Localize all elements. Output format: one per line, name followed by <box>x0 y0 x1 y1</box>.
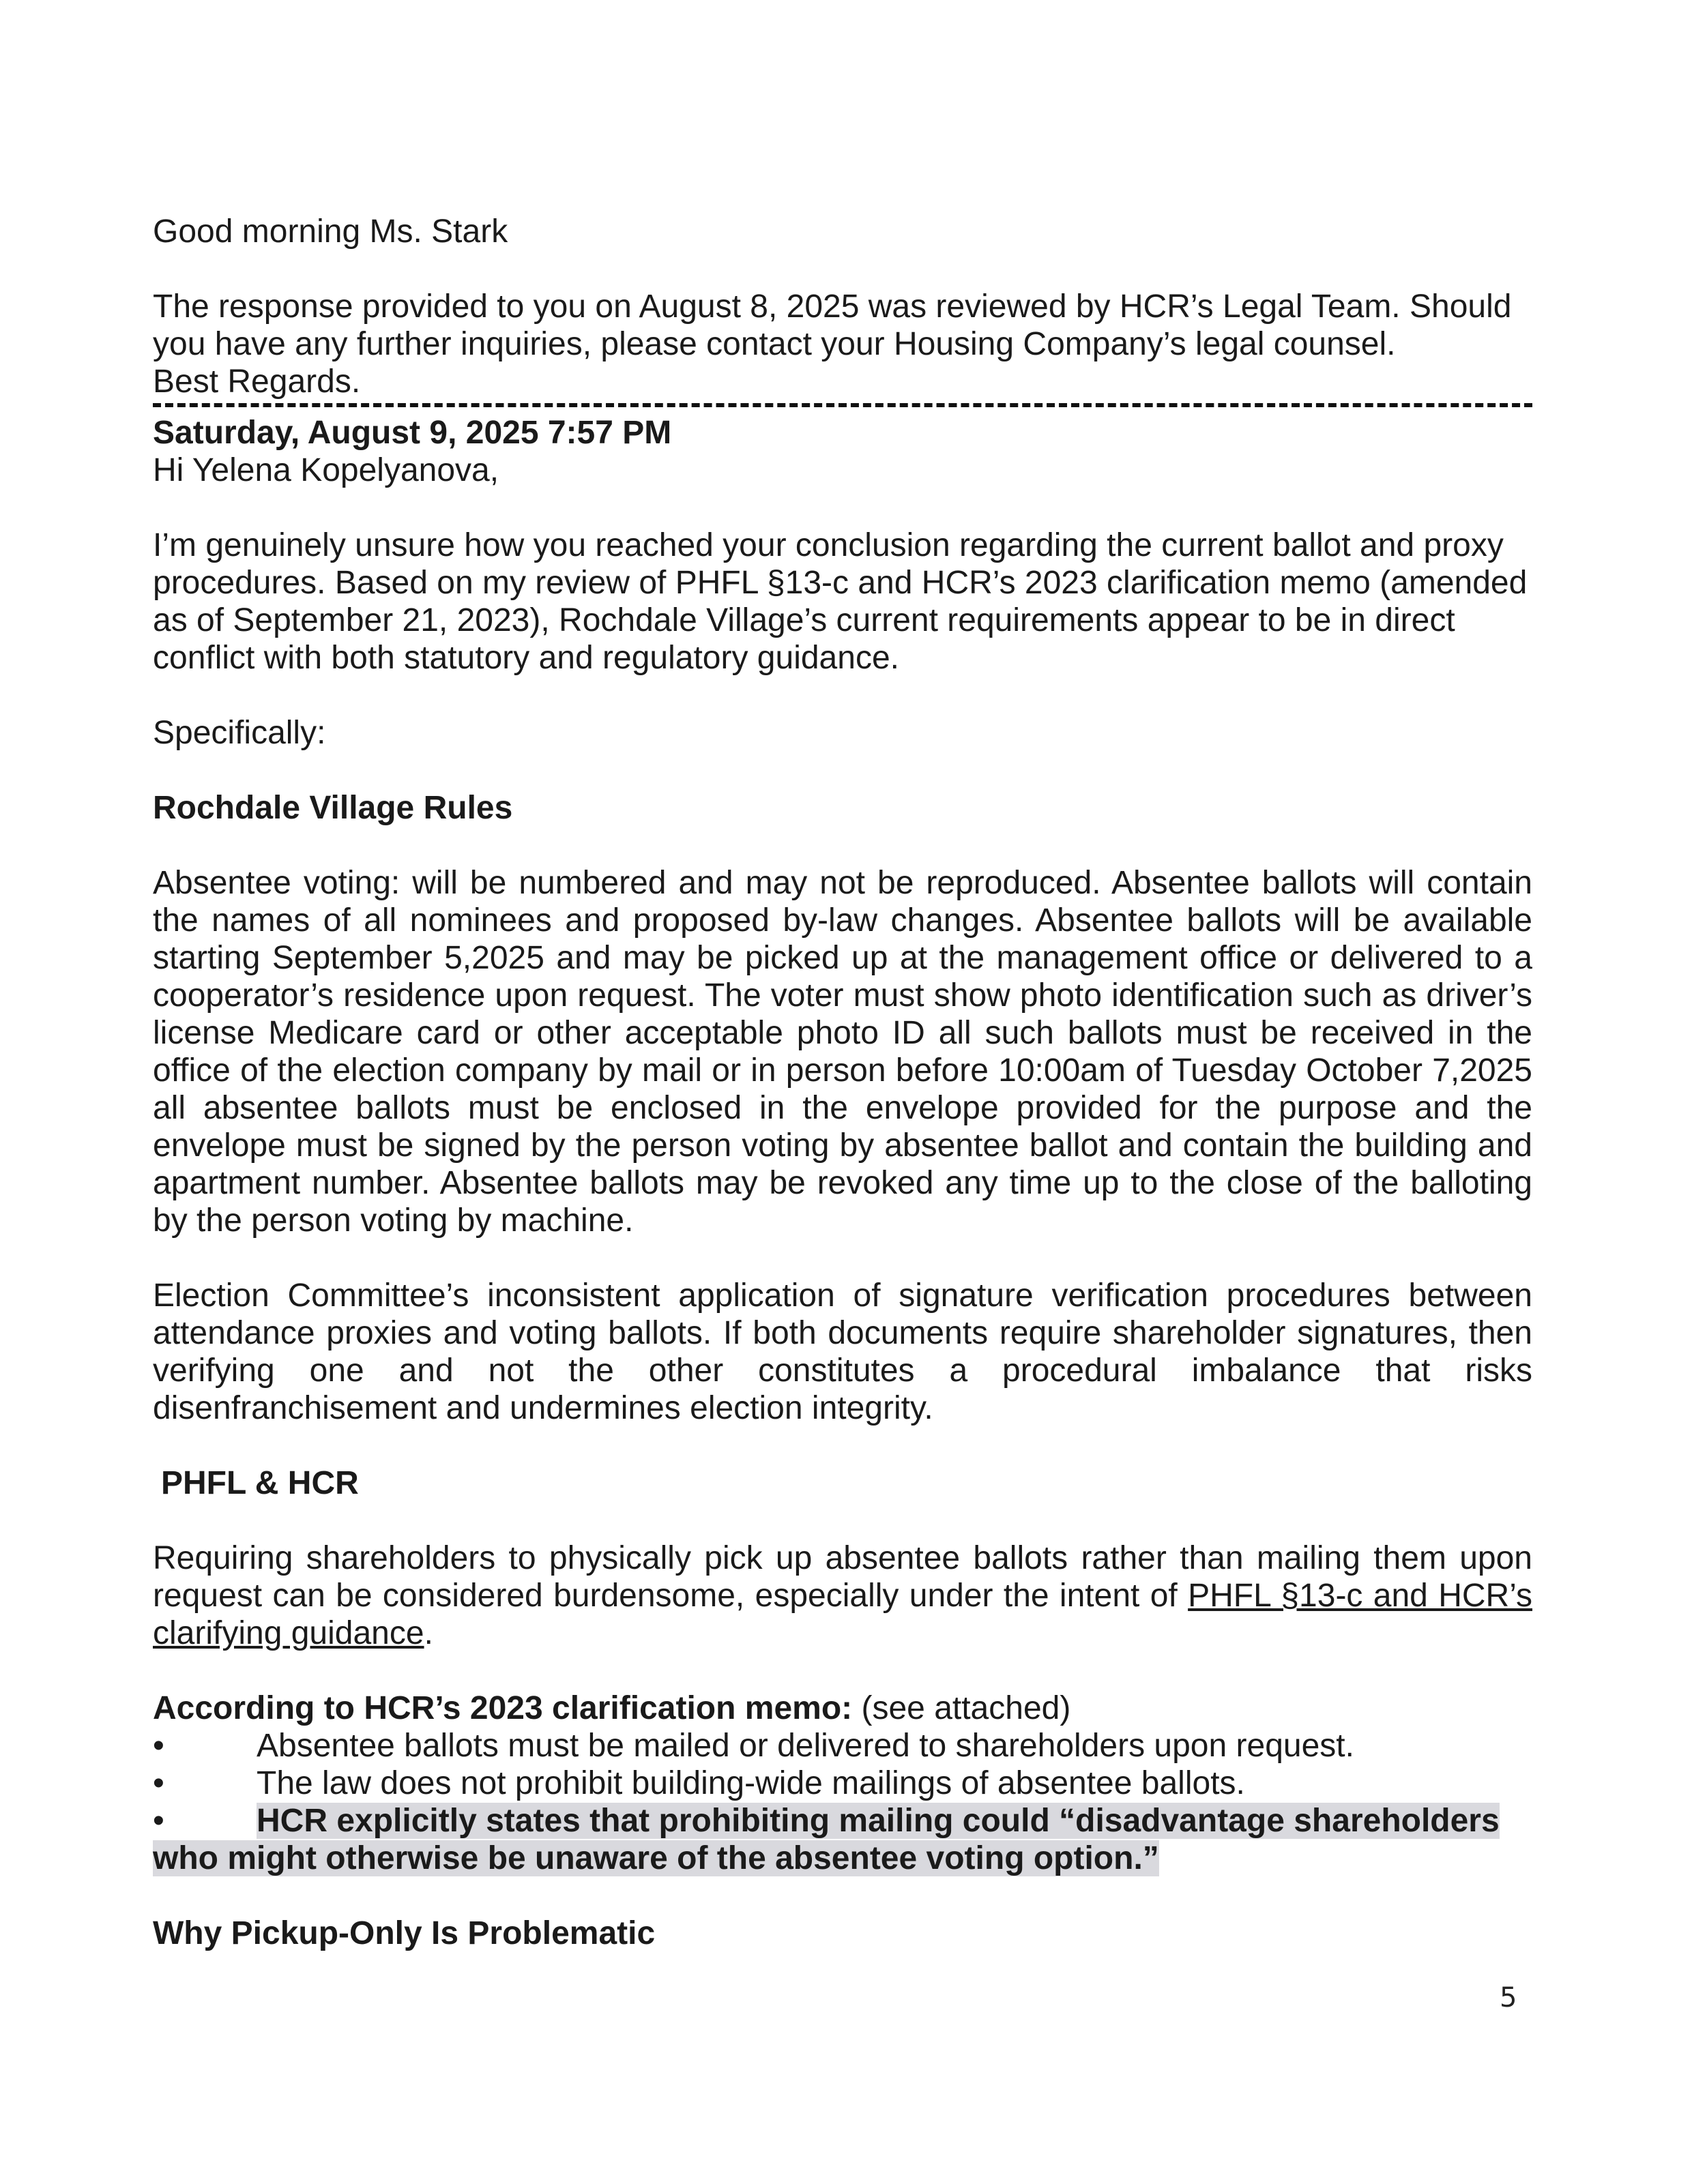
memo-heading <box>153 1689 1532 1727</box>
pickup-heading: Why Pickup-Only Is Problematic <box>153 1915 656 1951</box>
phfl-paragraph-start: Requiring shareholders to physically pick up absentee ballots rather than mailing them upon request can be considered burdensome, especially under the intent of <box>153 1540 1532 1614</box>
rules-paragraph: Absentee voting: will be numbered and may not be reproduced. Absentee ballots will contain the names of all nominees and proposed by-law changes. Absentee ballots will be available starting September 5,2025 and may be picked up at the management office or delivered to a cooperator’s residence upon request. The voter must show photo identification such as driver’s license Medicare card or other acceptable photo ID all such ballots must be received in the office of the election company by mail or in person before 10:00am of Tuesday October 7,2025 all absentee ballots must be enclosed in the envelope provided for the purpose and the envelope must be signed by the person voting by absentee ballot and contain the building and apartment number. Absentee ballots may be revoked any time up to the close of the balloting by the person voting by machine. <box>153 865 1532 1239</box>
message-timestamp: Saturday, August 9, 2025 7:57 PM <box>153 415 672 451</box>
bullet-text: The law does not prohibit building-wide mailings of absentee ballots. <box>257 1765 1245 1801</box>
phfl-heading: PHFL & HCR <box>161 1465 359 1501</box>
bullet-marker: • <box>153 1765 164 1801</box>
list-item-highlighted <box>153 1802 1532 1877</box>
greeting: Good morning Ms. Stark <box>153 213 508 250</box>
bullet-text: Absentee ballots must be mailed or delivered to shareholders upon request. <box>257 1728 1354 1764</box>
signature-paragraph: Election Committee’s inconsistent application of signature verification procedures between attendance proxies and voting ballots. If both documents require shareholder signatures, then verifying one and not the other constitutes a procedural imbalance that risks disenfranchisement and undermines election integrity. <box>153 1278 1532 1426</box>
page-number: 5 <box>1500 1982 1517 2013</box>
highlighted-text-continued: who might otherwise be unaware of the absentee voting option.” <box>153 1840 1159 1876</box>
phfl-paragraph <box>153 1539 1532 1652</box>
reply-text: The response provided to you on August 8, 2025 was reviewed by HCR’s Legal Team. Should you have any further inquiries, please contact your Housing Company’s legal counsel. <box>153 289 1512 362</box>
list-item <box>153 1727 1532 1765</box>
specifically-label: Specifically: <box>153 715 326 751</box>
memo-bullet-list <box>153 1727 1532 1877</box>
memo-heading-note: (see attached) <box>852 1690 1071 1726</box>
bullet-marker: • <box>153 1728 164 1764</box>
phfl-guidance-reference: PHFL §13-c and HCR’s clarifying guidance <box>153 1578 1533 1651</box>
message-divider <box>153 403 1532 407</box>
intro-paragraph: I’m genuinely unsure how you reached your conclusion regarding the current ballot and proxy procedures. Based on my review of PHFL §13-c and HCR’s 2023 clarification memo (amended as of September 21, 2023), Rochdale Village’s current requirements appear to be in direct conflict with both statutory and regulatory guidance. <box>153 527 1528 676</box>
bullet-marker: • <box>153 1803 164 1839</box>
reply-signoff: Best Regards. <box>153 364 361 400</box>
list-item <box>153 1765 1532 1802</box>
highlighted-text: HCR explicitly states that prohibiting mailing could “disadvantage shareholders <box>257 1803 1500 1839</box>
email-body <box>153 213 1532 1952</box>
salutation: Hi Yelena Kopelyanova, <box>153 452 499 488</box>
phfl-paragraph-end: . <box>424 1615 433 1651</box>
memo-heading-bold: According to HCR’s 2023 clarification memo: <box>153 1690 853 1726</box>
rules-heading: Rochdale Village Rules <box>153 790 513 826</box>
